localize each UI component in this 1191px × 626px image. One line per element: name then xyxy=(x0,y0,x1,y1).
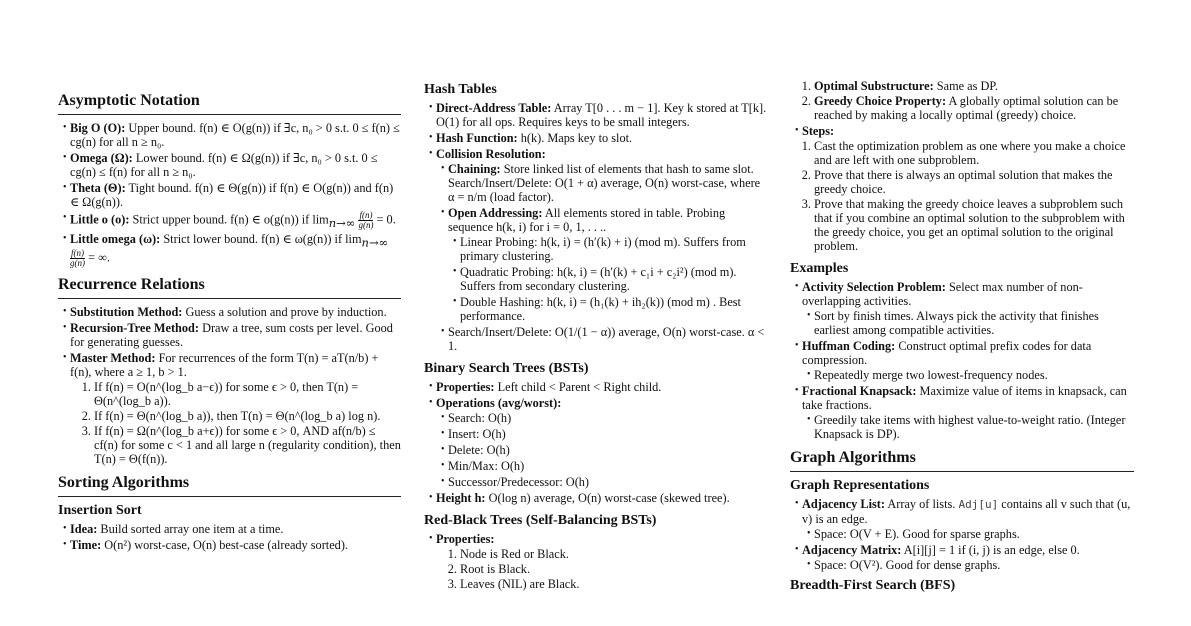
subheading-bfs: Breadth-First Search (BFS) xyxy=(790,578,956,593)
list-item xyxy=(802,384,1134,441)
item-label: Little omega (ω): xyxy=(70,232,161,246)
greedy-steps xyxy=(802,139,1134,253)
section-sorting-algorithms xyxy=(58,474,401,552)
heading-hash-tables: Hash Tables xyxy=(424,82,497,97)
item-text: O(n²) worst-case, O(n) best-case (already sorted). xyxy=(104,538,348,553)
item-text: For recurrences of the form T(n) = aT(n/b) + f(n), where a ≥ 1, b > 1. xyxy=(70,351,379,380)
item-label: Collision Resolution: xyxy=(436,147,546,161)
section-graph-algorithms xyxy=(790,449,1134,594)
item-text: A[i][j] = 1 if (i, j) is an edge, else 0. xyxy=(903,543,1080,557)
item-label: Recursion-Tree Method: xyxy=(70,321,199,336)
item-text: Same as DP. xyxy=(936,79,998,93)
item-label: Optimal Substructure: xyxy=(814,79,934,93)
item-label: Properties: xyxy=(436,532,495,546)
column-2 xyxy=(424,76,768,599)
item-label: Theta (Θ): xyxy=(70,181,126,195)
item-text: Select max number of non-overlapping activities. xyxy=(802,280,1083,308)
item-label: Operations (avg/worst): xyxy=(436,396,562,410)
list-item xyxy=(70,351,401,466)
heading-red-black-trees: Red-Black Trees (Self-Balancing BSTs) xyxy=(424,513,657,528)
list-item xyxy=(802,339,1134,382)
limit-subscript: n→∞ xyxy=(328,215,356,230)
rb-property: 3. Leaves (NIL) are Black. xyxy=(460,577,768,591)
greedy-properties xyxy=(790,79,1134,122)
section-bst xyxy=(424,361,768,505)
item-label: Master Method: xyxy=(70,351,156,366)
sub-item: • Space: O(V + E). Good for sparse graphs. xyxy=(814,527,1134,541)
probe-item: • Linear Probing: h(k, i) = (h′(k) + i) (mod m). Suffers from primary clustering. xyxy=(460,235,768,263)
list-item xyxy=(70,321,401,349)
item-text: O(log n) average, O(n) worst-case (skewed tree). xyxy=(488,491,730,505)
subheading-insertion-sort: Insertion Sort xyxy=(58,503,142,519)
sub-item: • Greedily take items with highest value-to-weight ratio. (Integer Knapsack is DP). xyxy=(814,413,1134,441)
item-text: contains all v such that (u, v) is an edge. xyxy=(802,497,1131,526)
item-text: Left child < Parent < Right child. xyxy=(497,380,662,394)
list-item xyxy=(802,497,1134,541)
code-snippet: Adj[u] xyxy=(958,498,999,511)
list-item xyxy=(436,532,768,591)
list-item xyxy=(70,211,401,230)
operation-item: • Insert: O(h) xyxy=(448,427,768,441)
fraction-denominator: g(n) xyxy=(70,258,85,269)
greedy-step: 1. Cast the optimization problem as one where you make a choice and are left with one subproblem. xyxy=(814,139,1134,167)
item-label: Fractional Knapsack: xyxy=(802,384,917,398)
item-text: Strict lower bound. f(n) ∈ ω(g(n)) if lim xyxy=(163,232,362,246)
fraction-numerator: f(n) xyxy=(359,210,373,220)
limit-subscript: n→∞ xyxy=(361,235,389,250)
probe-item: • Double Hashing: h(k, i) = (h₁(k) + ih₂(k)) (mod m) . Best performance. xyxy=(460,295,768,323)
master-case: 3. If f(n) = Ω(n^(log_b a+ϵ)) for some ϵ > 0, AND af(n/b) ≤ cf(n) for some c < 1 and all large n (regularity condition), then T(n) = Θ(f(n)). xyxy=(94,424,401,466)
item-label: Idea: xyxy=(70,522,98,537)
list-item xyxy=(436,101,768,129)
item-label: Chaining: xyxy=(448,162,501,176)
item-text: Upper bound. f(n) ∈ O(g(n)) if ∃c, n₀ > 0 s.t. 0 ≤ f(n) ≤ cg(n) for all n ≥ n₀. xyxy=(70,121,400,149)
list-item xyxy=(436,131,768,145)
item-text: Tight bound. f(n) ∈ Θ(g(n)) if f(n) ∈ O(g(n)) and f(n) ∈ Ω(g(n)). xyxy=(70,181,394,209)
list-item xyxy=(436,396,768,489)
master-case: 1. If f(n) = O(n^(log_b a−ϵ)) for some ϵ > 0, then T(n) = Θ(n^(log_b a)). xyxy=(94,380,401,408)
item-text: h(k). Maps key to slot. xyxy=(520,131,633,145)
list-item xyxy=(436,491,768,505)
item-text: Strict upper bound. f(n) ∈ o(g(n)) if lim xyxy=(132,212,329,227)
master-case: 2. If f(n) = Θ(n^(log_b a)), then T(n) = Θ(n^(log_b a) log n). xyxy=(94,409,401,423)
section-hash-tables xyxy=(424,82,768,353)
fraction-denominator: g(n) xyxy=(358,220,374,230)
rb-property: 1. Node is Red or Black. xyxy=(460,547,768,561)
list-item xyxy=(436,380,768,394)
item-label: Big O (O): xyxy=(70,121,126,135)
list-item xyxy=(436,147,768,353)
list-item xyxy=(70,538,401,552)
item-label: Substitution Method: xyxy=(70,305,183,320)
item-label: Activity Selection Problem: xyxy=(802,280,946,294)
item-label: Huffman Coding: xyxy=(802,339,896,353)
section-red-black-trees xyxy=(424,513,768,591)
list-item xyxy=(70,522,401,536)
list-item: • Search/Insert/Delete: O(1/(1 − α)) average, O(n) worst-case. α < 1. xyxy=(448,325,768,353)
rb-properties xyxy=(436,547,768,591)
list-item xyxy=(70,181,401,209)
item-label: Steps: xyxy=(802,124,835,138)
heading-bst: Binary Search Trees (BSTs) xyxy=(424,361,589,376)
list-item xyxy=(802,543,1134,572)
item-text: A globally optimal solution can be reached by making a locally optimal (greedy) choice. xyxy=(814,94,1119,122)
fraction xyxy=(70,249,85,268)
list-item xyxy=(448,206,768,323)
greedy-property xyxy=(814,94,1134,122)
item-tail: = ∞. xyxy=(88,250,110,265)
list-item xyxy=(70,121,401,149)
item-label: Omega (Ω): xyxy=(70,151,133,165)
list-item xyxy=(70,305,401,319)
item-text: Draw a tree, sum costs per level. Good for generating guesses. xyxy=(70,321,393,350)
sub-item: • Repeatedly merge two lowest-frequency nodes. xyxy=(814,368,1134,382)
section-examples xyxy=(790,261,1134,441)
item-label: Time: xyxy=(70,538,102,553)
sub-item: • Space: O(V²). Good for dense graphs. xyxy=(814,558,1134,572)
item-label: Height h: xyxy=(436,491,486,505)
list-item xyxy=(448,162,768,204)
operation-item: • Delete: O(h) xyxy=(448,443,768,457)
subheading-graph-representations: Graph Representations xyxy=(790,478,930,493)
item-text: Array of lists. xyxy=(887,497,956,511)
section-recurrence-relations xyxy=(58,276,401,466)
item-text: Lower bound. f(n) ∈ Ω(g(n)) if ∃c, n₀ > 0 s.t. 0 ≤ cg(n) ≤ f(n) for all n ≥ n₀. xyxy=(70,151,378,179)
heading-sorting-algorithms: Sorting Algorithms xyxy=(58,474,401,497)
item-tail: = 0. xyxy=(376,212,396,227)
item-label: Properties: xyxy=(436,380,495,394)
section-asymptotic-notation xyxy=(58,92,401,268)
probe-item: • Quadratic Probing: h(k, i) = (h′(k) + c₁i + c₂i²) (mod m). Suffers from secondary clustering. xyxy=(460,265,768,293)
item-text: Store linked list of elements that hash to same slot. Search/Insert/Delete: O(1 + α) average, O(n) worst-case, where α = n/m (load factor). xyxy=(448,162,761,204)
greedy-property xyxy=(814,79,1134,93)
item-label: Open Addressing: xyxy=(448,206,543,220)
item-label: Little o (o): xyxy=(70,212,130,227)
rb-property: 2. Root is Black. xyxy=(460,562,768,576)
operation-item: • Successor/Predecessor: O(h) xyxy=(448,475,768,489)
list-item xyxy=(70,151,401,179)
item-label: Direct-Address Table: xyxy=(436,101,552,115)
list-item xyxy=(802,124,1134,253)
greedy-step: 3. Prove that making the greedy choice leaves a subproblem such that if you combine an optimal solution to the subproblem with the greedy choice, you get an optimal solution to the original problem. xyxy=(814,197,1134,253)
item-label: Greedy Choice Property: xyxy=(814,94,947,108)
item-text: Array T[0 . . . m − 1]. Key k stored at T[k]. O(1) for all ops. Requires keys to be small integers. xyxy=(436,101,767,129)
master-cases xyxy=(70,380,401,466)
column-3 xyxy=(790,79,1134,602)
section-greedy-properties xyxy=(790,79,1134,253)
item-label: Adjacency Matrix: xyxy=(802,543,902,557)
fraction-numerator: f(n) xyxy=(71,248,84,259)
column-1 xyxy=(58,92,401,560)
item-label: Adjacency List: xyxy=(802,497,885,511)
item-text: Build sorted array one item at a time. xyxy=(100,522,284,537)
item-label: Hash Function: xyxy=(436,131,518,145)
operation-item: • Search: O(h) xyxy=(448,411,768,425)
greedy-step: 2. Prove that there is always an optimal solution that makes the greedy choice. xyxy=(814,168,1134,196)
list-item xyxy=(70,232,401,268)
list-item xyxy=(802,280,1134,337)
item-text: Maximize value of items in knapsack, can take fractions. xyxy=(802,384,1127,412)
operation-item: • Min/Max: O(h) xyxy=(448,459,768,473)
heading-asymptotic-notation: Asymptotic Notation xyxy=(58,92,401,115)
heading-recurrence-relations: Recurrence Relations xyxy=(58,276,401,299)
heading-examples: Examples xyxy=(790,261,849,276)
item-text: All elements stored in table. Probing sequence h(k, i) for i = 0, 1, . . .. xyxy=(448,206,726,234)
fraction xyxy=(358,211,373,230)
heading-graph-algorithms: Graph Algorithms xyxy=(790,449,1134,472)
item-text: Construct optimal prefix codes for data compression. xyxy=(802,339,1092,367)
item-text: Guess a solution and prove by induction. xyxy=(185,305,387,320)
sub-item: • Sort by finish times. Always pick the activity that finishes earliest among compatible activities. xyxy=(814,309,1134,337)
